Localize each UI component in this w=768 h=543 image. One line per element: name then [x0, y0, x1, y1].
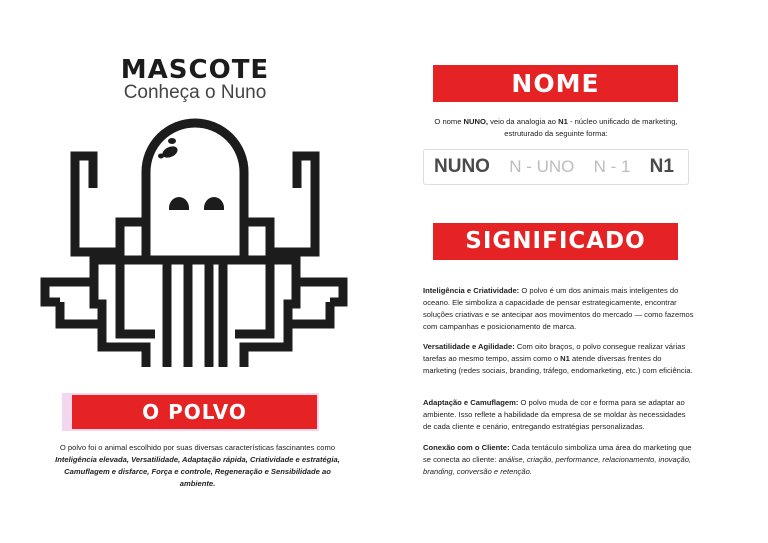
meaning-section-connection: Conexão com o Cliente: Cada tentáculo simboliza uma área do marketing que se conecta ao cliente: análise, criação, performance, relacionamento, inovação, branding, conversão e retenção. [423, 443, 692, 476]
nome-description: O nome NUNO, veio da analogia ao N1 - núcleo unificado de marketing, estruturado da seguinte forma: [434, 117, 678, 138]
polvo-banner: O POLVO [72, 395, 317, 429]
polvo-description: O polvo foi o animal escolhido por suas diversas características fascinantes como Inteligência elevada, Versatilidade, Adaptação rápida, Criatividade e estratégia, Camuflagem e disfarce, Força e controle, Regeneração e Sensibilidade ao ambiente. [55, 443, 340, 488]
name-part: NUNO [434, 156, 490, 177]
significado-banner: SIGNIFICADO [433, 223, 678, 260]
name-part: N - 1 [593, 157, 631, 176]
nome-banner: NOME [433, 65, 678, 102]
octopus-mascot-icon [40, 112, 350, 372]
meaning-section-intelligence: Inteligência e Criatividade: O polvo é um dos animais mais inteligentes do oceano. Ele simboliza a capacidade de pensar estrategicamente, encontrar soluções criativas e se antecipar aos movimentos do mercado — como fazemos com campanhas e posicionamento de marca. [423, 286, 694, 331]
name-part: N - UNO [509, 157, 575, 176]
name-breakdown-box [423, 149, 689, 185]
meaning-section-versatility: Versatilidade e Agilidade: Com oito braços, o polvo consegue realizar várias tarefas ao mesmo tempo, assim como o N1 atende diversas frentes do marketing (redes sociais, branding, tráfego, endomarketing, etc.) com eficiência. [423, 342, 693, 375]
page-subtitle: Conheça o Nuno [123, 82, 267, 103]
page-title: MASCOTE [120, 55, 270, 85]
meaning-section-adaptation: Adaptação e Camuflagem: O polvo muda de cor e forma para se adaptar ao ambiente. Isso reflete a habilidade da empresa de se moldar às necessidades de cada cliente e cenário, entregando estratégias personalizadas. [423, 398, 686, 431]
name-part: N1 [649, 156, 674, 177]
